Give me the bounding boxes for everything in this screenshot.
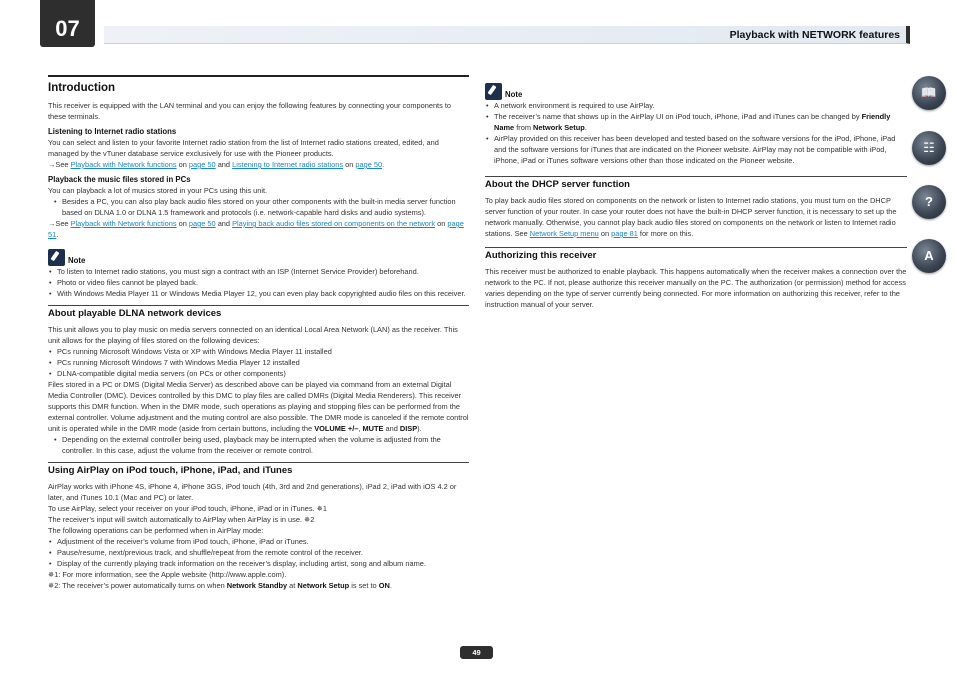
list-item: • To listen to Internet radio stations, you must sign a contract with an ISP (Internet Service Provider) beforehand. <box>48 266 469 277</box>
list-item: • Depending on the external controller being used, playback may be interrupted when the volume is adjusted from the controller. In this case, adjust the volume from the receiver or remote control. <box>48 434 469 456</box>
footnote-text: at <box>287 581 298 590</box>
period: . <box>56 230 59 239</box>
page-number: 49 <box>460 646 493 659</box>
list-item: • DLNA-compatible digital media servers (on PCs or other components) <box>48 368 469 379</box>
footnote-text: ✵2: The receiver’s power automatically turns on when <box>48 581 227 590</box>
network-setup-label: Network Setup <box>297 581 350 590</box>
footnote-1: ✵1: For more information, see the Apple website (http://www.apple.com). <box>48 570 287 579</box>
dhcp-text: To play back audio files stored on components on the network or listen to Internet radio stations, you must turn on the DHCP server function of your router. In case your router does not have the built-in DHCP server function, it is necessary to set up the network manually. Otherwise, you cannot play back audio files stored on components on the network or listen to Internet radio stations. See <box>485 196 897 238</box>
link-page-50-c[interactable]: page 50 <box>188 219 216 228</box>
faq-icon[interactable]: A <box>912 239 946 273</box>
disp-button-label: DISP <box>399 424 418 433</box>
dhcp-paragraph <box>485 195 907 239</box>
and-text: and <box>215 160 233 169</box>
authorize-heading: Authorizing this receiver <box>485 250 597 261</box>
list-item: • Adjustment of the receiver’s volume from iPod touch, iPhone, iPad or iTunes. <box>48 536 469 547</box>
airplay-paragraph-2: To use AirPlay, select your receiver on your iPod touch, iPhone, iPad or in iTunes. ✵1 <box>48 504 327 513</box>
period: ). <box>417 424 422 433</box>
on-label: ON <box>378 581 390 590</box>
link-page-50[interactable]: page 50 <box>188 160 216 169</box>
separator: , <box>358 424 363 433</box>
on-text: on <box>176 219 189 228</box>
music-list <box>48 196 469 218</box>
link-page-51[interactable]: page 51 <box>48 219 464 239</box>
note-label: Note <box>68 256 86 265</box>
list-item <box>485 111 907 133</box>
note-pencil-icon <box>48 249 65 266</box>
dlna-list-2 <box>48 434 469 456</box>
list-item: • AirPlay provided on this receiver has been developed and tested based on the software versions for the iPod, iPhone, iPad and the software versions for iTunes that are indicated on the Pioneer website. AirPlay may not be compatible with iPod, iPhone, iPad or iTunes software versions other than those indicated on the Pioneer website. <box>485 133 907 166</box>
introduction-heading: Introduction <box>48 82 116 94</box>
note-text: The receiver’s name that shows up in the AirPlay UI on iPod touch, iPhone, iPad and iTunes can be changed by <box>494 112 862 121</box>
link-network-setup-menu[interactable]: Network Setup menu <box>529 229 599 238</box>
list-item: • Besides a PC, you can also play back audio files stored on your other components with the built-in media server function based on DLNA 1.0 or DLNA 1.5 framework and protocols (i.e. network-capable hard disks and audio systems). <box>48 196 469 218</box>
link-listening-internet-radio[interactable]: Listening to Internet radio stations <box>232 160 344 169</box>
mute-button-label: MUTE <box>362 424 384 433</box>
volume-button-label: VOLUME +/– <box>314 424 359 433</box>
dlna-paragraph-2 <box>48 379 469 434</box>
note-list <box>485 100 907 166</box>
header-title: Playback with NETWORK features <box>729 29 900 41</box>
arrow-icon: → <box>48 160 56 169</box>
airplay-list <box>48 536 469 569</box>
airplay-paragraph-1: AirPlay works with iPhone 4S, iPhone 4, iPhone 3GS, iPod touch (4th, 3rd and 2nd generations), iPad 2, iPad with iOS 4.2 or later, and iTunes 10.1 (Mac and PC) or later. <box>48 482 457 502</box>
on-text: on <box>435 219 448 228</box>
music-see-also <box>48 218 469 240</box>
on-text: on <box>343 160 356 169</box>
period: . <box>382 160 385 169</box>
friendly-name-label: Friendly Name <box>494 112 891 132</box>
list-item: • PCs running Microsoft Windows 7 with Windows Media Player 12 installed <box>48 357 469 368</box>
dlna-paragraph: This unit allows you to play music on media servers connected on an identical Local Area Network (LAN) as the receiver. This unit allows for the playing of files stored on the following devices: <box>48 325 458 345</box>
list-item: • Photo or video files cannot be played back. <box>48 277 469 288</box>
network-setup-label: Network Setup <box>533 123 585 132</box>
on-text: on <box>176 160 189 169</box>
airplay-heading: Using AirPlay on iPod touch, iPhone, iPad, and iTunes <box>48 465 293 476</box>
left-column <box>48 75 469 591</box>
on-text: on <box>598 229 612 238</box>
note-label: Note <box>505 90 523 99</box>
note-pencil-icon <box>485 83 502 100</box>
list-item: • Pause/resume, next/previous track, and shuffle/repeat from the remote control of the receiver. <box>48 547 469 558</box>
intro-paragraph: This receiver is equipped with the LAN terminal and you can enjoy the following features by connecting your components to these terminals. <box>48 101 452 121</box>
link-page-50-b[interactable]: page 50 <box>355 160 383 169</box>
footnote-text: is set to <box>349 581 379 590</box>
music-paragraph: You can playback a lot of musics stored in your PCs using this unit. <box>48 186 268 195</box>
period: . <box>584 123 587 132</box>
list-item: • A network environment is required to use AirPlay. <box>485 100 907 111</box>
network-standby-label: Network Standby <box>226 581 288 590</box>
dlna-text: Files stored in a PC or DMS (Digital Media Server) as described above can be played via command from an external Digital Media Controller (DMC). Devices controlled by this DMC to play files are called DMRs (Digital Media Renderers). This receiver supports this DMR function. When in the DMR mode, such operations as playing and stopping files can be performed from the external controller. Volume adjustment and the muting control are also possible. The DMR mode is canceled if the remote control unit is operated while in the DMR mode (aside from certain buttons, including the <box>48 380 469 433</box>
link-playing-back-audio-files[interactable]: Playing back audio files stored on components on the network <box>232 219 436 228</box>
note-text: from <box>514 123 534 132</box>
link-playback-network-functions-2[interactable]: Playback with Network functions <box>70 219 177 228</box>
dhcp-text-end: for more on this. <box>637 229 694 238</box>
section-rule <box>485 176 907 177</box>
link-page-81[interactable]: page 81 <box>611 229 638 238</box>
chapter-number: 07 <box>40 0 95 47</box>
note-list <box>48 266 469 299</box>
note-header <box>48 246 469 266</box>
note-header <box>485 80 907 100</box>
separator: and <box>383 424 400 433</box>
airplay-paragraph-4: The following operations can be performed when in AirPlay mode: <box>48 526 264 535</box>
radio-paragraph: You can select and listen to your favorite Internet radio station from the list of Internet radio stations created, edited, and managed by the vTuner database service exclusively for use with the Pioneer products. <box>48 138 439 158</box>
header-bar <box>104 26 910 44</box>
list-item: • PCs running Microsoft Windows Vista or XP with Windows Media Player 11 installed <box>48 346 469 357</box>
dlna-list <box>48 346 469 379</box>
music-subheading: Playback the music files stored in PCs <box>48 175 191 184</box>
section-rule <box>48 462 469 463</box>
radio-subheading: Listening to Internet radio stations <box>48 127 177 136</box>
see-text: See <box>55 160 71 169</box>
and-text: and <box>215 219 233 228</box>
dhcp-heading: About the DHCP server function <box>485 179 630 190</box>
right-column <box>485 80 907 310</box>
section-rule <box>485 247 907 248</box>
authorize-paragraph: This receiver must be authorized to enable playback. This happens automatically when the receiver makes a connection over the network to the PC. If not, please authorize this receiver manually on the PC. The authorization (or permission) method for access varies depending on the type of server currently being connected. For more information on authorizing this receiver, refer to the instruction manual of your server. <box>485 267 907 309</box>
remote-control-icon[interactable]: ☷ <box>912 131 946 165</box>
list-item: • Display of the currently playing track information on the receiver’s display, including artist, song and album name. <box>48 558 469 569</box>
section-rule <box>48 75 469 77</box>
period: . <box>389 581 392 590</box>
link-playback-network-functions[interactable]: Playback with Network functions <box>70 160 177 169</box>
receiver-help-icon[interactable]: ? <box>912 185 946 219</box>
dlna-heading: About playable DLNA network devices <box>48 308 222 319</box>
airplay-paragraph-3: The receiver’s input will switch automatically to AirPlay when AirPlay is in use. ✵2 <box>48 515 315 524</box>
section-rule <box>48 305 469 306</box>
radio-see-also <box>48 159 469 170</box>
arrow-icon: → <box>48 219 56 228</box>
footnote-2 <box>48 580 469 591</box>
see-text: See <box>55 219 71 228</box>
list-item: • With Windows Media Player 11 or Windows Media Player 12, you can even play back copyrighted audio files on this receiver. <box>48 288 469 299</box>
manual-book-icon[interactable]: 📖 <box>912 76 946 110</box>
